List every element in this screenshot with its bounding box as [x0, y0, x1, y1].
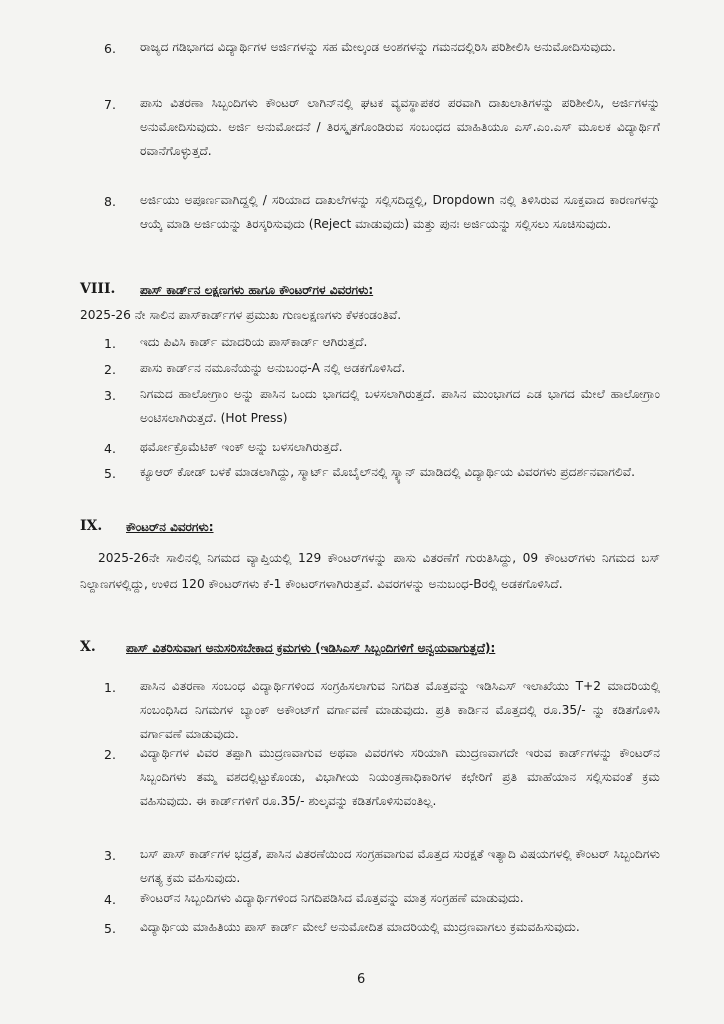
list-item-text: ಅರ್ಜಿಯು ಅಪೂರ್ಣವಾಗಿದ್ದಲ್ಲಿ / ಸರಿಯಾದ ದಾಖಲೆಗಳನ್ನು ಸಲ್ಲಿಸದಿದ್ದಲ್ಲಿ, Dropdown ನಲ್ಲಿ ತಿಳಿಸಿರುವ ಸೂಕ್ತವಾದ ಕಾರಣಗಳನ್ನು ಆಯ್ಕೆ ಮಾಡಿ ಅರ್ಜಿಯನ್ನು ತಿರಸ್ಕರಿಸುವುದು (Reject ಮಾಡುವುದು) ಮತ್ತು ಪುನಃ ಅರ್ಜಿಯನ್ನು ಸಲ್ಲಿಸಲು ಸೂಚಿಸುವುದು. — [140, 193, 660, 231]
list-item-number: 3. — [104, 388, 116, 403]
list-item-number: 1. — [104, 336, 116, 351]
list-item-number: 1. — [104, 680, 116, 695]
section-number: X. — [80, 639, 96, 655]
section-number: VIII. — [80, 281, 116, 297]
list-item-number: 2. — [104, 362, 116, 377]
list-item-number: 3. — [104, 848, 116, 863]
section-body: 2025-26ನೇ ಸಾಲಿನಲ್ಲಿ ನಿಗಮದ ವ್ಯಾಪ್ತಿಯಲ್ಲಿ 129 ಕೌಂಟರ್‌ಗಳನ್ನು ಪಾಸು ವಿತರಣೆಗೆ ಗುರುತಿಸಿದ್ದು, 09 ಕೌಂಟರ್‌ಗಳು ನಿಗಮದ ಬಸ್ ನಿಲ್ದಾಣಗಳಲ್ಲಿದ್ದು, ಉಳಿದ 120 ಕೌಂಟರ್‌ಗಳು ಕೆ-1 ಕೌಂಟರ್‌ಗಳಾಗಿರುತ್ತವೆ. ವಿವರಗಳನ್ನು ಅನುಬಂಧ-Bರಲ್ಲಿ ಅಡಕಗೊಳಿಸಿದೆ. — [80, 551, 660, 591]
list-item-number: 7. — [104, 97, 116, 112]
section-heading: ಪಾಸ್ ವಿತರಿಸುವಾಗ ಅನುಸರಿಸಬೇಕಾದ ಕ್ರಮಗಳು (ಇಡಿಸಿಎಸ್ ಸಿಬ್ಬಂದಿಗಳಿಗೆ ಅನ್ವಯವಾಗುತ್ತದೆ): — [126, 641, 496, 655]
list-item-number: 5. — [104, 466, 116, 481]
list-item-text: ವಿದ್ಯಾರ್ಥಿಯ ಮಾಹಿತಿಯು ಪಾಸ್ ಕಾರ್ಡ್ ಮೇಲೆ ಅನುಮೋದಿತ ಮಾದರಿಯಲ್ಲಿ ಮುದ್ರಣವಾಗಲು ಕ್ರಮವಹಿಸುವುದು. — [140, 920, 580, 934]
list-item-text: ಪಾಸು ವಿತರಣಾ ಸಿಬ್ಬಂದಿಗಳು ಕೌಂಟರ್ ಲಾಗಿನ್‌ನಲ್ಲಿ ಘಟಕ ವ್ಯವಸ್ಥಾಪಕರ ಪರವಾಗಿ ದಾಖಲಾತಿಗಳನ್ನು ಪರಿಶೀಲಿಸಿ, ಅರ್ಜಿಗಳನ್ನು ಅನುಮೋದಿಸುವುದು. ಅರ್ಜಿ ಅನುಮೋದನೆ / ತಿರಸ್ಕೃತಗೊಂಡಿರುವ ಸಂಬಂಧದ ಮಾಹಿತಿಯೂ ಎಸ್.ಎಂ.ಎಸ್ ಮೂಲಕ ವಿದ್ಯಾರ್ಥಿಗೆ ರವಾನೆಗೊಳ್ಳುತ್ತದೆ. — [140, 96, 660, 158]
section-number: IX. — [80, 518, 103, 534]
list-item-number: 5. — [104, 921, 116, 936]
list-item-number: 4. — [104, 892, 116, 907]
list-item-text: ಇದು ಪಿವಿಸಿ ಕಾರ್ಡ್ ಮಾದರಿಯ ಪಾಸ್‌ಕಾರ್ಡ್ ಆಗಿರುತ್ತದೆ. — [140, 335, 368, 349]
list-item-number: 2. — [104, 747, 116, 762]
list-item-number: 8. — [104, 194, 116, 209]
list-item-text: ಥರ್ಮೋಕ್ರೊಮೆಟಿಕ್ ಇಂಕ್ ಅನ್ನು ಬಳಸಲಾಗಿರುತ್ತದೆ. — [140, 440, 343, 454]
page-number: 6 — [357, 972, 366, 987]
list-item-text: ರಾಜ್ಯದ ಗಡಿಭಾಗದ ವಿದ್ಯಾರ್ಥಿಗಳ ಅರ್ಜಿಗಳನ್ನು ಸಹ ಮೇಲ್ಕಂಡ ಅಂಶಗಳನ್ನು ಗಮನದಲ್ಲಿರಿಸಿ ಪರಿಶೀಲಿಸಿ ಅನುಮೋದಿಸುವುದು. — [140, 40, 616, 54]
list-item-text: ಪಾಸು ಕಾರ್ಡ್‌ನ ನಮೂನೆಯನ್ನು ಅನುಬಂಧ-A ನಲ್ಲಿ ಅಡಕಗೊಳಿಸಿದೆ. — [140, 361, 406, 375]
section-heading: ಕೌಂಟರ್‌ನ ವಿವರಗಳು: — [126, 520, 214, 534]
list-item-number: 6. — [104, 41, 116, 56]
list-item-text: ಬಸ್ ಪಾಸ್ ಕಾರ್ಡ್‌ಗಳ ಭದ್ರತೆ, ಪಾಸಿನ ವಿತರಣೆಯಿಂದ ಸಂಗ್ರಹವಾಗುವ ಮೊತ್ತದ ಸುರಕ್ಷತೆ ಇತ್ಯಾದಿ ವಿಷಯಗಳಲ್ಲಿ ಕೌಂಟರ್ ಸಿಬ್ಬಂದಿಗಳು ಅಗತ್ಯ ಕ್ರಮ ವಹಿಸುವುದು. — [140, 847, 660, 885]
list-item-number: 4. — [104, 441, 116, 456]
list-item-text: ಕೌಂಟರ್‌ನ ಸಿಬ್ಬಂದಿಗಳು ವಿದ್ಯಾರ್ಥಿಗಳಿಂದ ನಿಗದಿಪಡಿಸಿದ ಮೊತ್ತವನ್ನು ಮಾತ್ರ ಸಂಗ್ರಹಣೆ ಮಾಡುವುದು. — [140, 891, 524, 905]
list-item-text: ಪಾಸಿನ ವಿತರಣಾ ಸಂಬಂಧ ವಿದ್ಯಾರ್ಥಿಗಳಿಂದ ಸಂಗ್ರಹಿಸಲಾಗುವ ನಿಗದಿತ ಮೊತ್ತವನ್ನು ಇಡಿಸಿಎಸ್ ಇಲಾಖೆಯು T+2 ಮಾದರಿಯಲ್ಲಿ ಸಂಬಂಧಿಸಿದ ನಿಗಮಗಳ ಬ್ಯಾಂಕ್ ಅಕೌಂಟ್‌ಗೆ ವರ್ಗಾವಣೆ ಮಾಡುವುದು. ಪ್ರತಿ ಕಾರ್ಡಿನ ಮೊತ್ತದಲ್ಲಿ ರೂ.35/- ನ್ನು ಕಡಿತಗೊಳಿಸಿ ವರ್ಗಾವಣೆ ಮಾಡುವುದು. — [140, 679, 660, 741]
list-item-text: ನಿಗಮದ ಹಾಲೋಗ್ರಾಂ ಅನ್ನು ಪಾಸಿನ ಒಂದು ಭಾಗದಲ್ಲಿ ಬಳಸಲಾಗಿರುತ್ತದೆ. ಪಾಸಿನ ಮುಂಭಾಗದ ಎಡ ಭಾಗದ ಮೇಲೆ ಹಾಲೋಗ್ರಾಂ ಅಂಟಿಸಲಾಗಿರುತ್ತದೆ. (Hot Press) — [140, 387, 660, 425]
list-item-text: ಕ್ಯೂಆರ್ ಕೋಡ್ ಬಳಕೆ ಮಾಡಲಾಗಿದ್ದು, ಸ್ಮಾರ್ಟ್ ಮೊಬೈಲ್‌ನಲ್ಲಿ ಸ್ಕ್ಯಾನ್ ಮಾಡಿದಲ್ಲಿ ವಿದ್ಯಾರ್ಥಿಯ ವಿವರಗಳು ಪ್ರದರ್ಶನವಾಗಲಿವೆ. — [140, 465, 635, 479]
section-heading: ಪಾಸ್ ಕಾರ್ಡ್‌ನ ಲಕ್ಷಣಗಳು ಹಾಗೂ ಕೌಂಟರ್‌ಗಳ ವಿವರಗಳು: — [140, 283, 374, 297]
section-intro: 2025-26 ನೇ ಸಾಲಿನ ಪಾಸ್‌ಕಾರ್ಡ್‌ಗಳ ಪ್ರಮುಖ ಗುಣಲಕ್ಷಣಗಳು ಕೆಳಕಂಡಂತಿವೆ. — [80, 308, 402, 322]
list-item-text: ವಿದ್ಯಾರ್ಥಿಗಳ ವಿವರ ತಪ್ಪಾಗಿ ಮುದ್ರಣವಾಗುವ ಅಥವಾ ವಿವರಗಳು ಸರಿಯಾಗಿ ಮುದ್ರಣವಾಗದೇ ಇರುವ ಕಾರ್ಡ್‌ಗಳನ್ನು ಕೌಂಟರ್‌ನ ಸಿಬ್ಬಂದಿಗಳು ತಮ್ಮ ವಶದಲ್ಲಿಟ್ಟುಕೊಂಡು, ವಿಭಾಗೀಯ ನಿಯಂತ್ರಣಾಧಿಕಾರಿಗಳ ಕಛೇರಿಗೆ ಪ್ರತಿ ಮಾಹೆಯಾನ ಸಲ್ಲಿಸುವಂತೆ ಕ್ರಮ ವಹಿಸುವುದು. ಈ ಕಾರ್ಡ್‌ಗಳಿಗೆ ರೂ.35/- ಶುಲ್ಕವನ್ನು ಕಡಿತಗೊಳಿಸುವಂತಿಲ್ಲ. — [140, 746, 660, 808]
